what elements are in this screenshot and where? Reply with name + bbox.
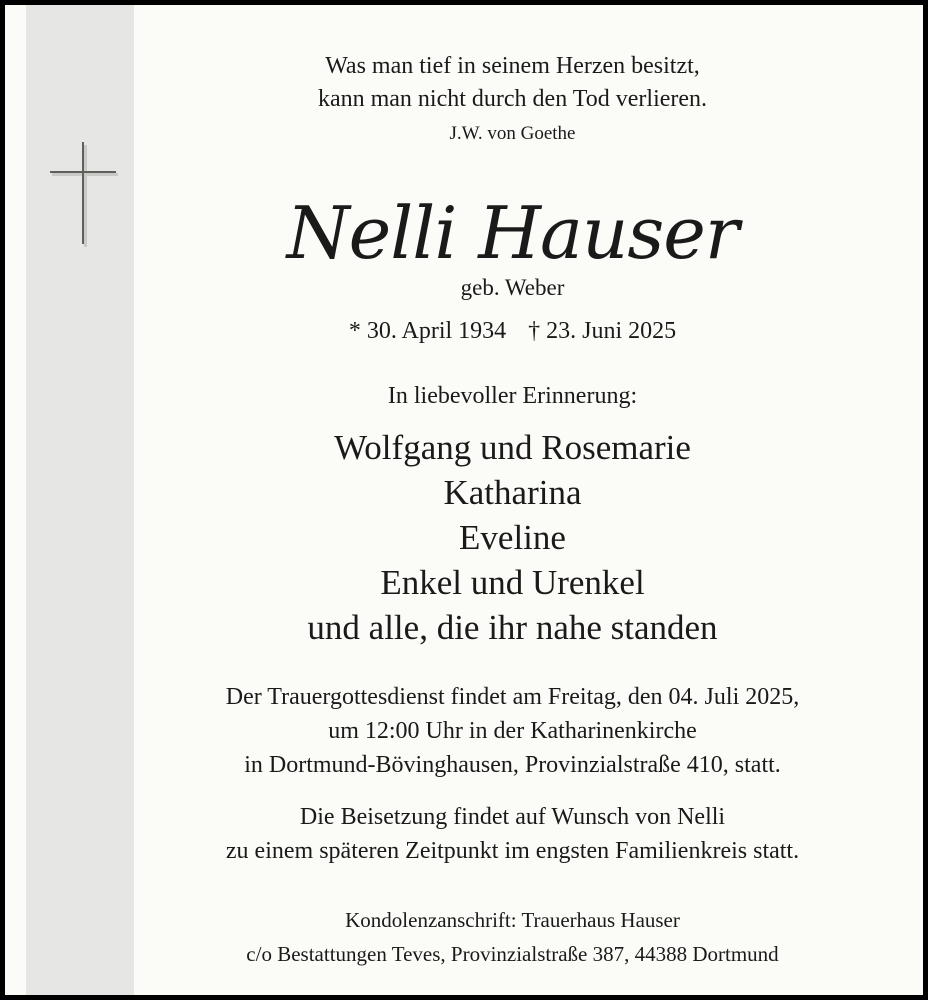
condolence-line: c/o Bestattungen Teves, Provinzialstraße 387, 44388 Dortmund <box>246 942 779 966</box>
death-date: † 23. Juni 2025 <box>528 318 677 344</box>
quote-line: Was man tief in seinem Herzen besitzt, <box>325 53 700 79</box>
maiden-name: geb. Weber <box>460 275 565 300</box>
burial-info <box>134 800 891 868</box>
notice-content <box>134 5 891 995</box>
condolence-address <box>134 903 891 971</box>
memory-intro: In liebevoller Erinnerung: <box>387 383 638 409</box>
quote-line: kann man nicht durch den Tod verlieren. <box>317 86 708 112</box>
cross-icon <box>45 137 121 249</box>
condolence-line: Kondolenzanschrift: Trauerhaus Hauser <box>345 908 680 932</box>
mourners-list <box>134 425 891 650</box>
mourner-line: Eveline <box>459 518 566 557</box>
birth-date: * 30. April 1934 <box>348 318 507 344</box>
burial-line: zu einem späteren Zeitpunkt im engsten Familienkreis statt. <box>225 838 800 864</box>
mourner-line: Katharina <box>443 473 582 512</box>
life-dates <box>134 318 891 345</box>
quote <box>134 50 891 116</box>
quote-author: J.W. von Goethe <box>449 123 576 144</box>
mourner-line: Enkel und Urenkel <box>380 563 645 602</box>
deceased-name: Nelli Hauser <box>286 191 739 275</box>
funeral-service-info <box>134 680 891 782</box>
service-line: Der Trauergottesdienst findet am Freitag, den 04. Juli 2025, <box>225 684 800 710</box>
mourner-line: und alle, die ihr nahe standen <box>307 608 718 647</box>
mourner-line: Wolfgang und Rosemarie <box>334 428 691 467</box>
burial-line: Die Beisetzung findet auf Wunsch von Nelli <box>299 804 726 830</box>
service-line: um 12:00 Uhr in der Katharinenkirche <box>328 718 697 744</box>
service-line: in Dortmund-Bövinghausen, Provinzialstraße 410, statt. <box>244 752 781 778</box>
